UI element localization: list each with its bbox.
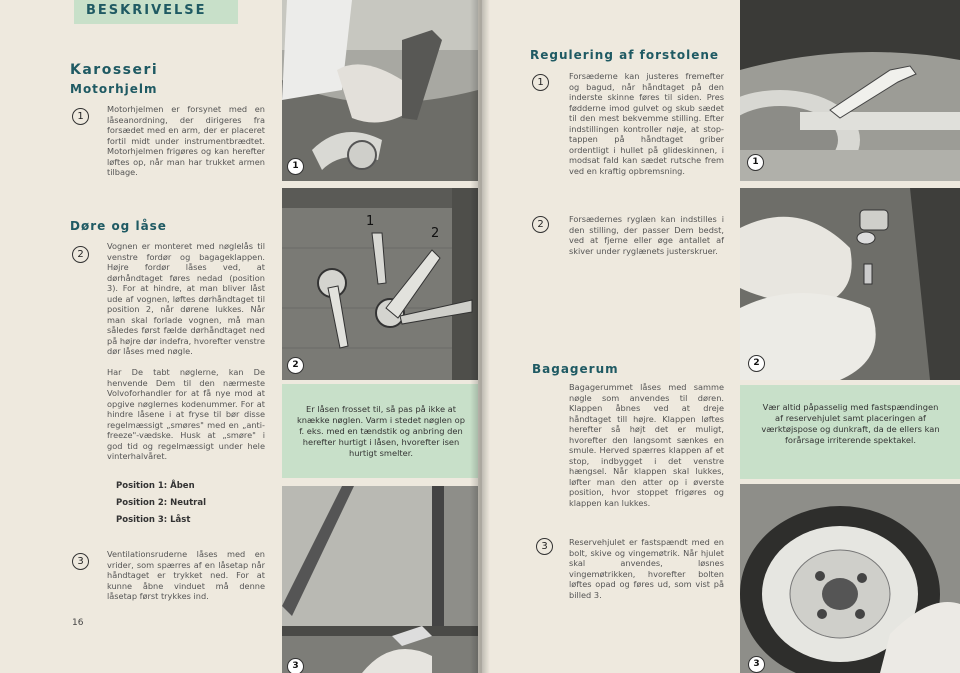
vent-text: Ventilationsruderne låses med en vrider, som spærres af en låsetap når håndtaget er trykket ned. For at kunne åbne vinduet må denne låsetap først trykkes ind. — [107, 549, 265, 601]
header-title: BESKRIVELSE — [86, 3, 207, 18]
spare-wheel-note-text: Vær altid påpasselig med fastspændingen af reservehjulet samt placeringen af værktøjspose og dunkraft, da de ellers kan forårsage irriterende spektakel. — [761, 402, 940, 445]
seats-number-1: 1 — [532, 74, 549, 91]
photo-seat-rail — [740, 0, 960, 181]
photo2-badge: 2 — [287, 357, 304, 374]
section-title: Karosseri — [70, 62, 159, 78]
vent-number: 3 — [72, 553, 89, 570]
handle-mark-1: 1 — [366, 214, 375, 229]
right-photo1-badge: 1 — [747, 154, 764, 171]
trunk-number-3: 3 — [536, 538, 553, 555]
seats-text-2: Forsædernes ryglæn kan indstilles i den stilling, der passer Dem bedst, ved at fjerne eller øge antallet af skiver under ryglænets justerskruer. — [569, 214, 724, 256]
doors-heading: Døre og låse — [70, 219, 167, 233]
motor-heading: Motorhjelm — [70, 82, 158, 96]
position-2: Position 2: Neutral — [116, 498, 206, 508]
position-3: Position 3: Låst — [116, 515, 191, 525]
spare-wheel-note — [740, 385, 960, 479]
motor-number: 1 — [72, 108, 89, 125]
right-photo2-badge: 2 — [748, 355, 765, 372]
motor-text: Motorhjelmen er forsynet med en låseanordning, der dirigeres fra forsædet med en arm, der er placeret fortil midt under instrumentbrædtet. Motorhjelmen frigøres og kan herefter løftes op, når man har trukket armen tilbage. — [107, 104, 265, 177]
doors-text-2: Har De tabt nøglerne, kan De henvende Dem til den nærmeste Volvoforhandler for at få nye mod at opgive nøglernes kodenummer. For at hindre låsene i at fryse til bør disse regelmæssigt „smøres" med en „anti-freeze"-vædske. Husk at „smøre" i god tid og regelmæssigt under hele vinterhalvåret. — [107, 367, 265, 461]
photo3-badge: 3 — [287, 658, 304, 673]
photo-hood-release — [282, 0, 478, 181]
seats-text-1: Forsæderne kan justeres fremefter og bagud, når håndtaget på den inderste skinne føres til siden. Pres fødderne imod gulvet og skub sædet til den mest bekvemme stilling. Efter indstillingen kontroller nøje, at stop-tappen på håndtaget griber ordentligt i hullet på glideskinnen, i modsat fald kan sædet rutsche frem ved en kraftig opbremsning. — [569, 71, 724, 176]
trunk-text: Bagagerummet låses med samme nøgle som anvendes til døren. Klappen åbnes ved at dreje håndtaget till højre. Klappen løftes herefter så højt det er muligt, hvorefter den langsomt sænkes en smule. Herved spærres klappen af et stop, indbygget i det venstre hængsel. Når klappen skal lukkes, løfter man den atter op i øverste position, hvor stoppet frigøres og klappen kan lukkes. — [569, 382, 724, 508]
frozen-lock-note — [282, 384, 478, 478]
right-photo3-badge: 3 — [748, 656, 765, 673]
page-number: 16 — [72, 618, 84, 628]
photo-spare-wheel — [740, 484, 960, 673]
trunk-heading: Bagagerum — [532, 362, 619, 376]
handle-mark-2: 2 — [431, 226, 440, 241]
photo-vent-window — [282, 486, 478, 673]
seats-number-2: 2 — [532, 216, 549, 233]
doors-number: 2 — [72, 246, 89, 263]
photo-door-handles — [282, 188, 478, 380]
doors-text: Vognen er monteret med nøglelås til venstre fordør og bagageklappen. Højre fordør låses ved, at dørhåndtaget føres nedad (position 3). For at hindre, at man bliver låst ude af vognen, løftes dørhåndtaget til position 2, når dørene lukkes. Når man skal forlade vognen, må man således først fælde dørhåndtaget ned på højre dør indefra, hvorefter venstre dør låses med nøgle. — [107, 241, 265, 356]
book-gutter — [470, 0, 490, 673]
seats-heading: Regulering af forstolene — [530, 48, 720, 62]
photo1-badge: 1 — [287, 158, 304, 175]
right-page — [482, 0, 960, 673]
frozen-lock-note-text: Er låsen frosset til, så pas på ikke at knække nøglen. Varm i stedet nøglen op f. eks. med en tændstik og anbring den herefter hurtigt i låsen, hvorefter isen hurtigt smelter. — [296, 404, 466, 458]
left-page — [0, 0, 478, 673]
header-bar — [74, 0, 238, 24]
position-1: Position 1: Åben — [116, 481, 195, 491]
trunk-text-3: Reservehjulet er fastspændt med en bolt, skive og vingemøtrik. Når hjulet skal anvendes, løsnes vingemøtrikken, hvorefter bolten løftes opad og føres ud, som vist på billed 3. — [569, 537, 724, 600]
photo-seat-washers — [740, 188, 960, 380]
